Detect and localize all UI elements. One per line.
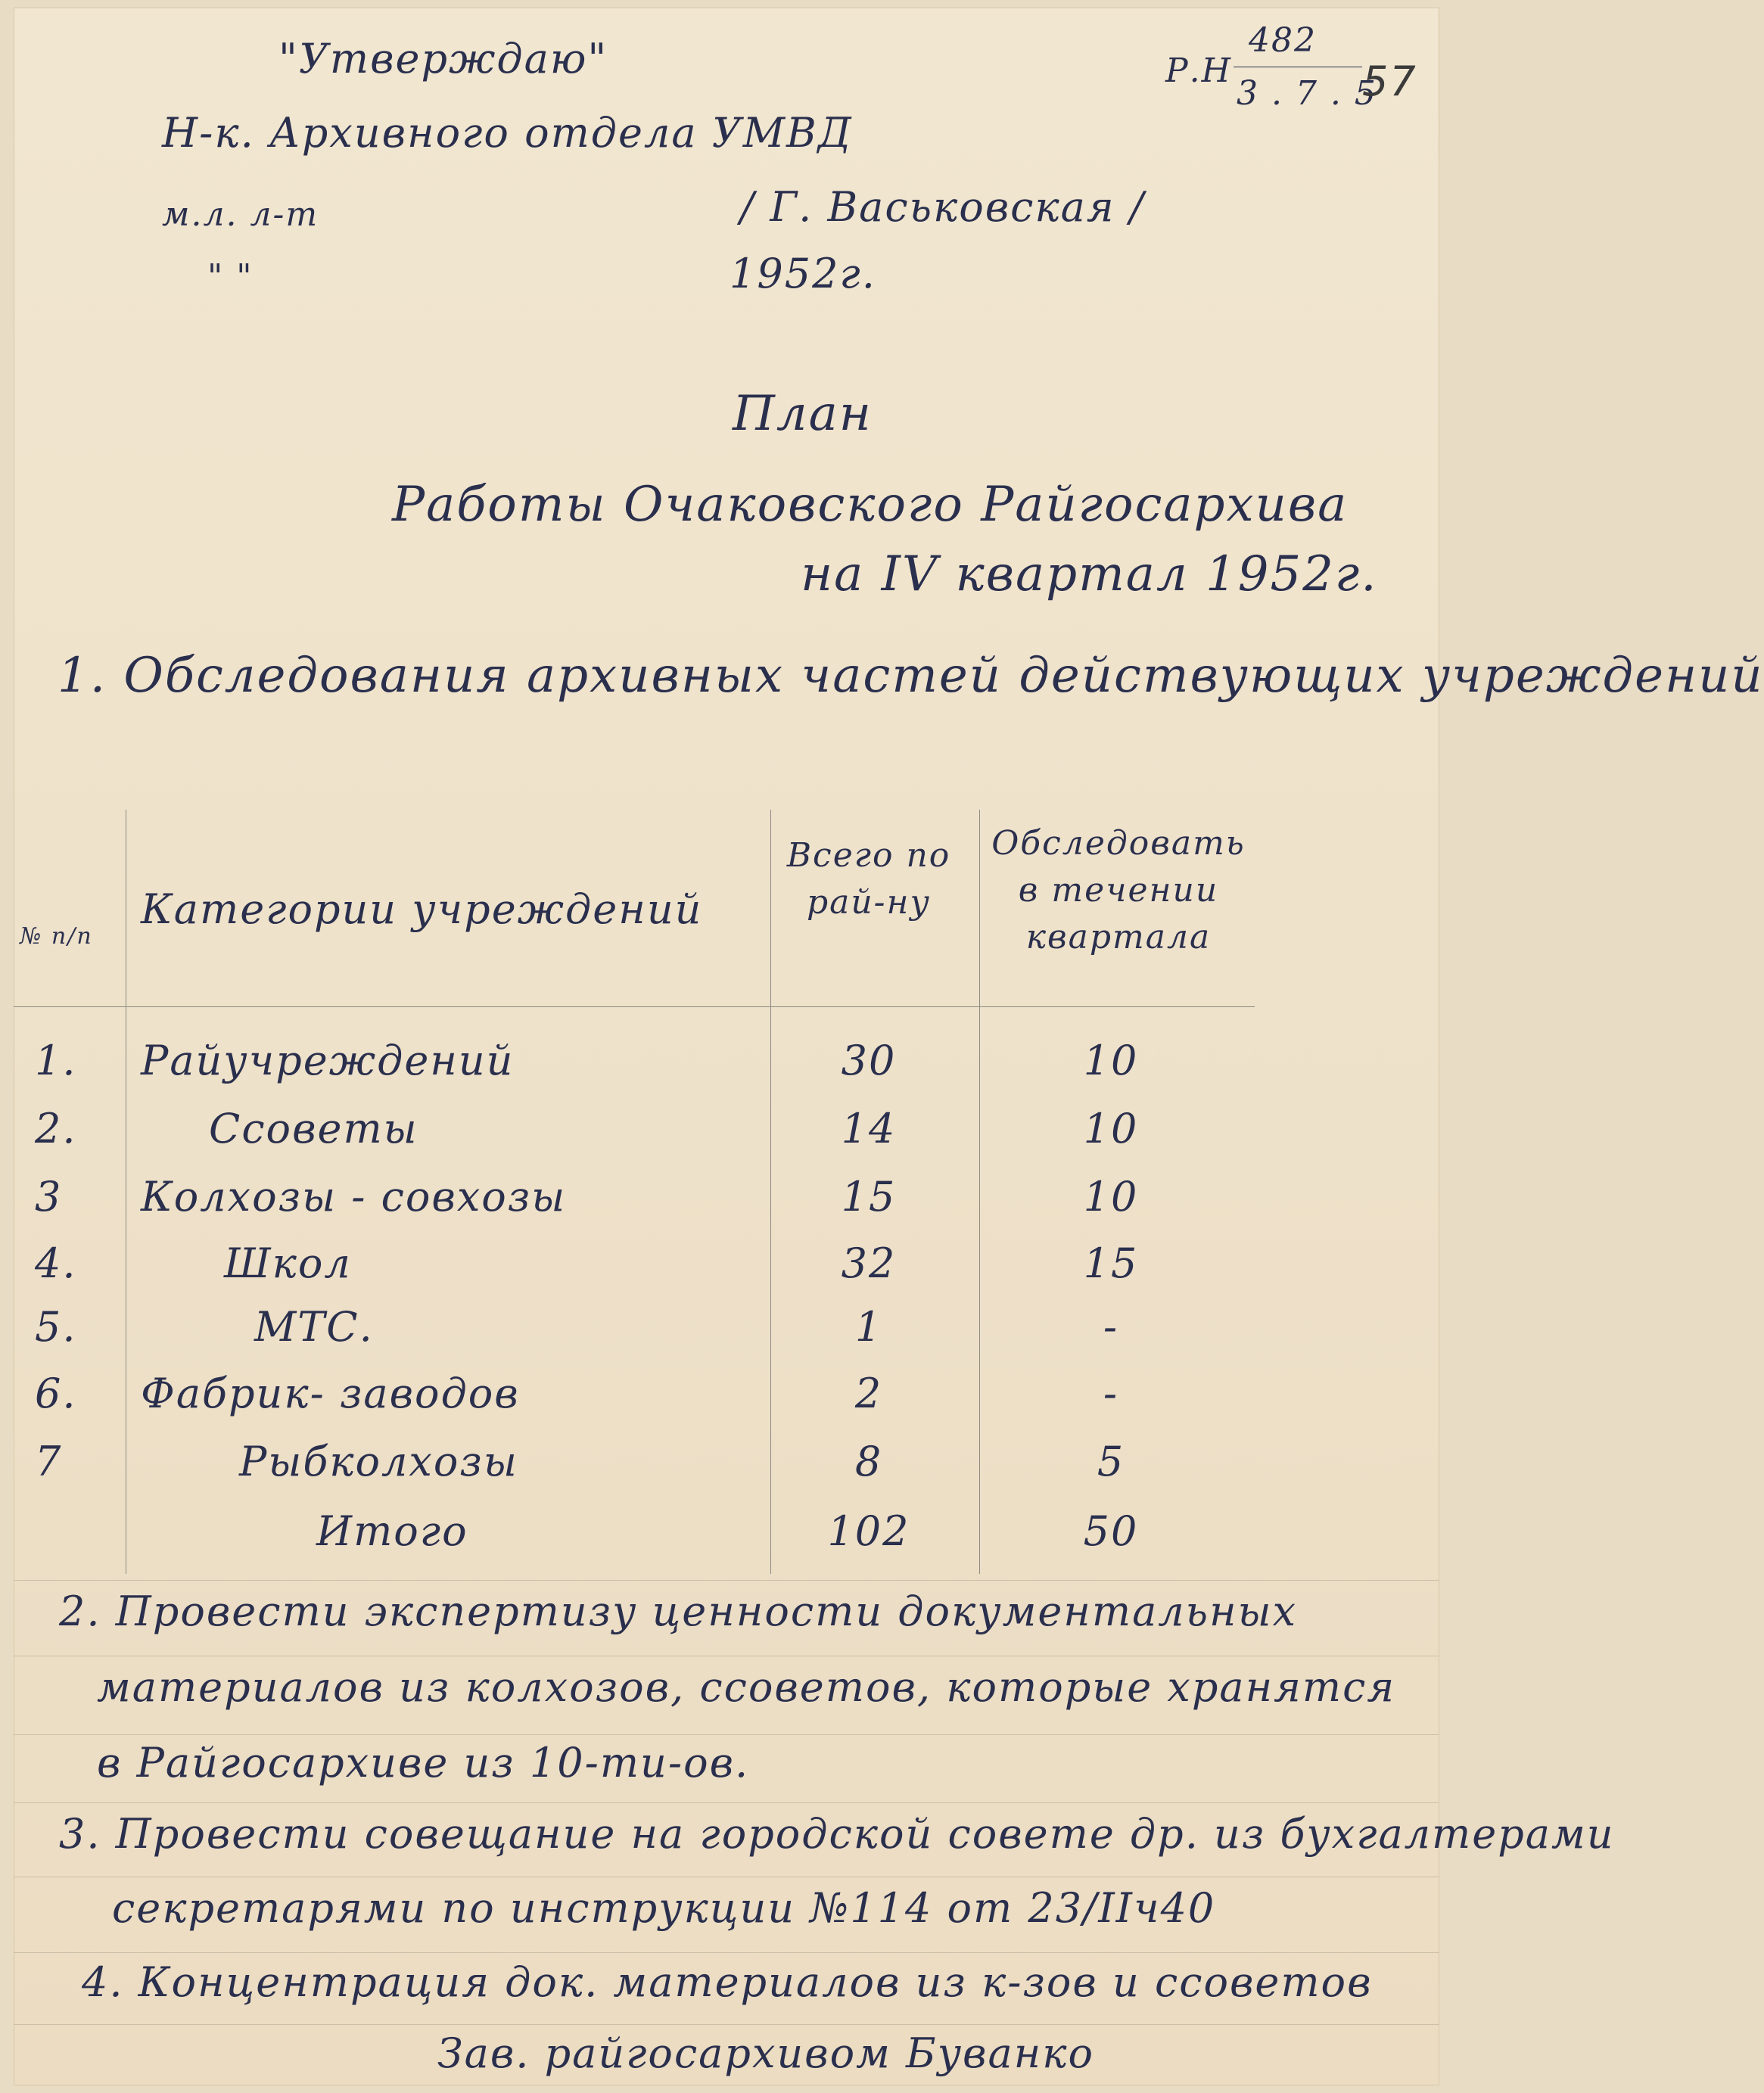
section1-heading: 1. Обследования архивных частей действующих учреждений (58, 648, 1764, 704)
row-total: 32 (841, 1239, 897, 1287)
row-number: 6. (35, 1370, 77, 1417)
ruled-line (14, 1580, 1439, 1581)
row-category: Райучреждений (141, 1037, 515, 1084)
row-total: 1 (854, 1303, 883, 1351)
approval-rank: м.л. л-т (162, 195, 319, 234)
table-header-category: Категории учреждений (141, 885, 703, 933)
approval-line1: Н-к. Архивного отдела УМВД (162, 109, 853, 157)
row-surveyed: 15 (1083, 1239, 1139, 1287)
archive-mark-top: 482 (1249, 21, 1317, 60)
item4-line1: 4. Концентрация док. материалов из к-зов и ссоветов (82, 1958, 1373, 2006)
row-surveyed: 10 (1083, 1173, 1139, 1221)
archive-mark-prefix: Р.Н (1165, 51, 1232, 90)
approval-header: "Утверждаю" (278, 35, 608, 82)
ruled-line (14, 1734, 1439, 1735)
page-title: План (733, 386, 873, 442)
table-header-surveyed: Обследовать в течении квартала (991, 824, 1246, 956)
approval-year: 1952г. (730, 250, 876, 297)
item3-line1: 3. Провести совещание на городской совете др. из бухгалтерами (59, 1810, 1615, 1858)
row-surveyed: 5 (1097, 1438, 1125, 1485)
row-total: 2 (854, 1370, 883, 1417)
signature-line: Зав. райгосархивом Буванко (437, 2029, 1095, 2077)
row-number: 1. (35, 1037, 77, 1084)
archive-sheet-number: 57 (1362, 58, 1417, 105)
item3-line2: секретарями по инструкции №114 от 23/IIч40 (112, 1884, 1216, 1932)
row-total: 15 (841, 1173, 897, 1221)
row-number: 4. (35, 1239, 77, 1287)
row-number: 7 (35, 1438, 63, 1485)
row-number: 2. (35, 1105, 77, 1152)
row-number: 5. (35, 1303, 77, 1351)
row-total: 8 (854, 1438, 883, 1485)
approval-date-quotes: " " (207, 257, 254, 296)
total-surveyed: 50 (1083, 1507, 1139, 1555)
item2-line2: материалов из колхозов, ссоветов, которые хранятся (97, 1663, 1396, 1711)
ruled-line (14, 1802, 1439, 1803)
total-label: Итого (316, 1507, 468, 1555)
approval-signature-name: / Г. Васьковская / (740, 183, 1145, 231)
table-header-number: № п/п (20, 923, 93, 950)
page-subtitle: Работы Очаковского Райгосархива (392, 477, 1349, 533)
row-surveyed: - (1103, 1303, 1119, 1351)
table-divider-total (770, 810, 771, 1574)
row-total: 14 (841, 1105, 897, 1152)
ruled-line (14, 2024, 1439, 2025)
row-category: Колхозы - совхозы (141, 1173, 567, 1221)
table-header-rule (14, 1006, 1255, 1007)
item2-line3: в Райгосархиве из 10-ти-ов. (97, 1739, 750, 1787)
row-surveyed: - (1103, 1370, 1119, 1417)
row-surveyed: 10 (1083, 1037, 1139, 1084)
row-total: 30 (841, 1037, 897, 1084)
ruled-line (14, 1952, 1439, 1953)
archive-mark-bottom: 3 . 7 . 5 (1237, 74, 1377, 113)
row-category: Рыбколхозы (239, 1438, 518, 1485)
page-period: на IV квартал 1952г. (801, 546, 1378, 602)
row-surveyed: 10 (1083, 1105, 1139, 1152)
table-divider-surveyed (979, 810, 980, 1574)
row-category: Школ (224, 1239, 352, 1287)
row-category: Ссоветы (209, 1105, 418, 1152)
row-number: 3 (35, 1173, 63, 1221)
row-category: Фабрик- заводов (141, 1370, 520, 1417)
table-header-total: Всего по рай-ну (786, 836, 951, 922)
document-page (14, 8, 1764, 2085)
row-category: МТС. (254, 1303, 374, 1351)
total-total: 102 (827, 1507, 910, 1555)
item2-line1: 2. Провести экспертизу ценности документальных (59, 1588, 1298, 1635)
